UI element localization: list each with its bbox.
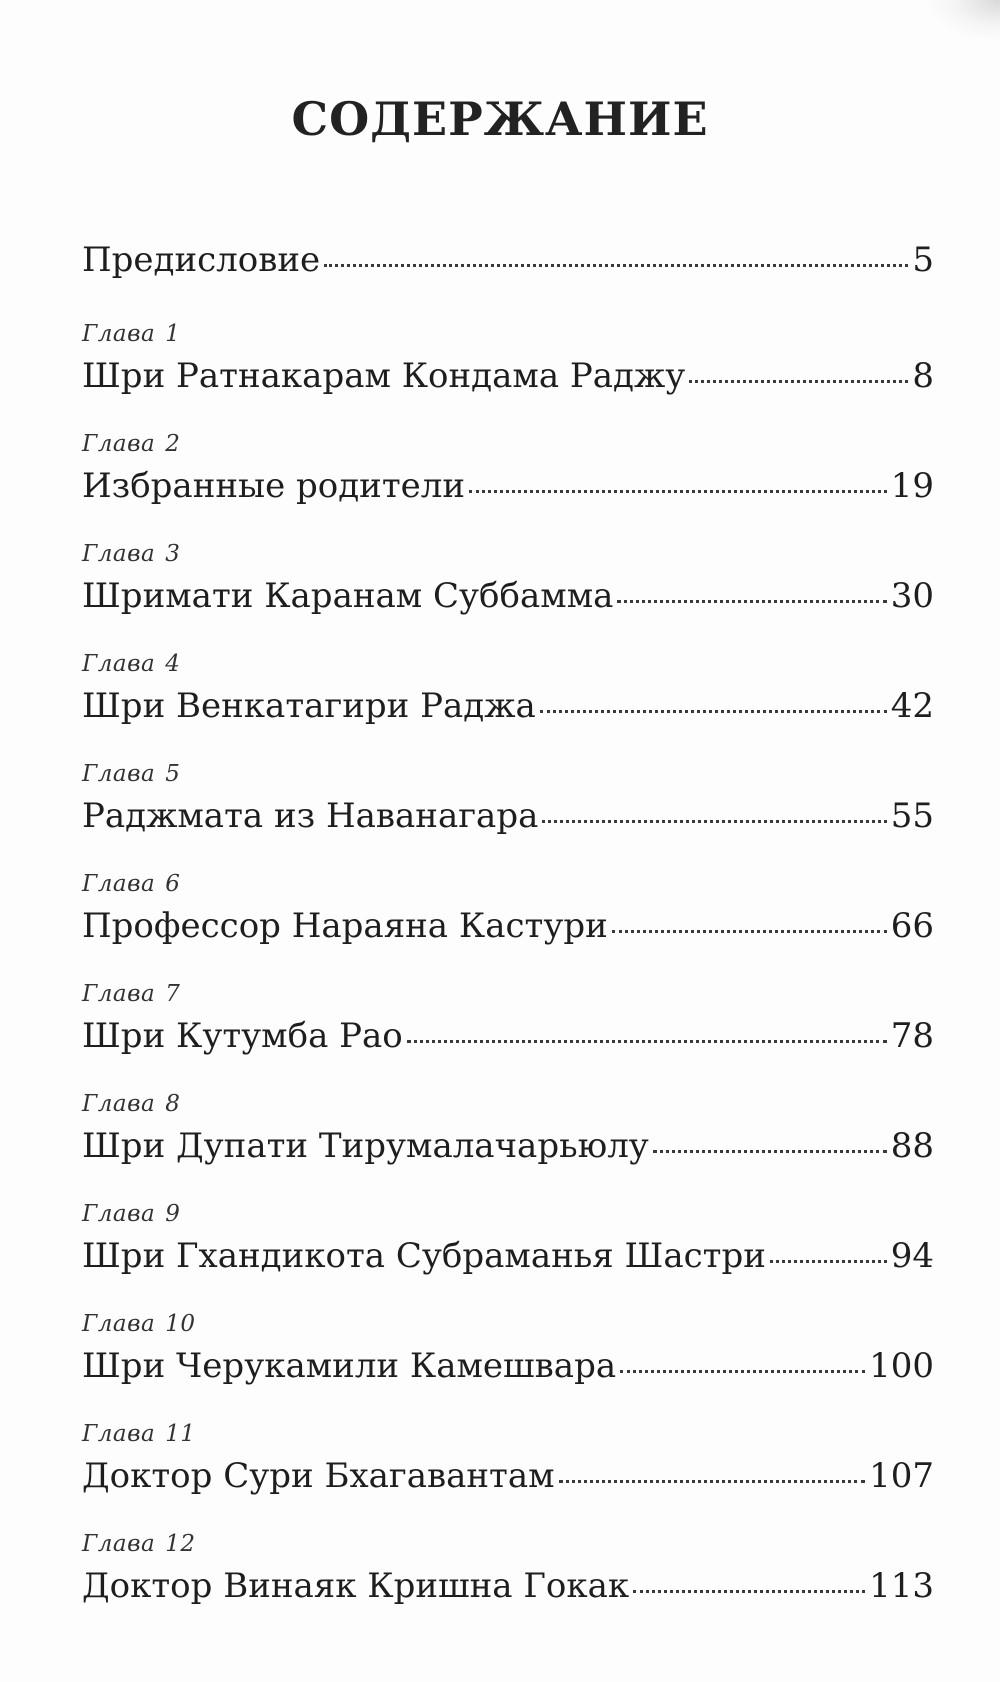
toc-entry-chapter-7 (82, 980, 934, 1058)
toc-entry-chapter-10 (82, 1310, 934, 1388)
table-of-contents (82, 238, 934, 1640)
toc-line (82, 1454, 934, 1498)
toc-page-number: 78 (890, 1016, 934, 1056)
toc-entry-title: Шри Дупати Тирумалачарьюлу (82, 1126, 649, 1166)
dot-leader (559, 1480, 866, 1483)
toc-entry-title: Шри Ратнакарам Кондама Раджу (82, 356, 686, 396)
dot-leader (689, 380, 908, 383)
chapter-label: Глава 2 (82, 431, 181, 457)
toc-entry-chapter-5 (82, 760, 934, 838)
toc-entry-title: Избранные родители (82, 466, 466, 506)
toc-entry-title: Доктор Сури Бхагавантам (82, 1456, 555, 1496)
toc-page-number: 5 (912, 240, 934, 280)
dot-leader (469, 490, 887, 493)
toc-entry-chapter-1 (82, 320, 934, 398)
toc-line (82, 794, 934, 838)
toc-page-number: 30 (890, 576, 934, 616)
dot-leader (633, 1590, 865, 1593)
chapter-number: 6 (165, 871, 181, 897)
toc-line (82, 684, 934, 728)
toc-entry-chapter-4 (82, 650, 934, 728)
dot-leader (653, 1150, 887, 1153)
toc-entry-chapter-11 (82, 1420, 934, 1498)
toc-line (82, 1124, 934, 1168)
toc-line (82, 574, 934, 618)
chapter-label: Глава 3 (82, 541, 181, 567)
chapter-number: 2 (165, 431, 181, 457)
chapter-number: 4 (165, 651, 181, 677)
toc-entry-chapter-9 (82, 1200, 934, 1278)
toc-entry-preface (82, 238, 934, 282)
chapter-label: Глава 5 (82, 761, 181, 787)
toc-page-number: 94 (890, 1236, 934, 1276)
toc-entry-chapter-2 (82, 430, 934, 508)
toc-page-number: 100 (869, 1346, 934, 1386)
toc-entry-title: Предисловие (82, 240, 321, 280)
toc-entry-title: Шри Венкатагири Раджа (82, 686, 536, 726)
toc-line (82, 238, 934, 282)
toc-page-number: 42 (890, 686, 934, 726)
chapter-label: Глава 1 (82, 321, 181, 347)
dot-leader (770, 1260, 887, 1263)
chapter-number: 5 (165, 761, 181, 787)
toc-page-number: 113 (869, 1566, 934, 1606)
chapter-label: Глава 6 (82, 871, 181, 897)
page-corner-shadow (930, 0, 1000, 40)
toc-entry-chapter-6 (82, 870, 934, 948)
chapter-label: Глава 10 (82, 1311, 196, 1337)
toc-page-number: 8 (912, 356, 934, 396)
chapter-number: 11 (165, 1421, 196, 1447)
chapter-label: Глава 4 (82, 651, 181, 677)
toc-page-number: 19 (890, 466, 934, 506)
toc-entry-title: Шри Черукамили Камешвара (82, 1346, 617, 1386)
dot-leader (612, 930, 887, 933)
toc-entry-title: Шри Гхандикота Субраманья Шастри (82, 1236, 766, 1276)
toc-line (82, 354, 934, 398)
toc-page-number: 55 (890, 796, 934, 836)
dot-leader (407, 1040, 887, 1043)
toc-line (82, 1344, 934, 1388)
toc-line (82, 1564, 934, 1608)
chapter-number: 7 (165, 981, 181, 1007)
chapter-label: Глава 9 (82, 1201, 181, 1227)
chapter-label: Глава 8 (82, 1091, 181, 1117)
toc-entry-title: Доктор Винаяк Кришна Гокак (82, 1566, 630, 1606)
chapter-number: 3 (165, 541, 181, 567)
toc-entry-chapter-8 (82, 1090, 934, 1168)
dot-leader (542, 820, 886, 823)
dot-leader (617, 600, 886, 603)
chapter-number: 10 (165, 1311, 196, 1337)
chapter-number: 8 (165, 1091, 181, 1117)
toc-entry-chapter-12 (82, 1530, 934, 1608)
dot-leader (324, 264, 908, 267)
toc-entry-title: Шримати Каранам Суббамма (82, 576, 614, 616)
toc-line (82, 1014, 934, 1058)
toc-page-number: 107 (869, 1456, 934, 1496)
dot-leader (620, 1370, 865, 1373)
page-title: СОДЕРЖАНИЕ (291, 92, 709, 146)
toc-line (82, 904, 934, 948)
chapter-label: Глава 12 (82, 1531, 196, 1557)
toc-page-number: 66 (890, 906, 934, 946)
chapter-label: Глава 7 (82, 981, 181, 1007)
toc-entry-title: Раджмата из Наванагара (82, 796, 539, 836)
toc-entry-title: Профессор Нараяна Кастури (82, 906, 608, 946)
toc-line (82, 1234, 934, 1278)
toc-entry-chapter-3 (82, 540, 934, 618)
toc-line (82, 464, 934, 508)
toc-page-number: 88 (890, 1126, 934, 1166)
chapter-number: 9 (165, 1201, 181, 1227)
chapter-number: 12 (165, 1531, 196, 1557)
toc-entry-title: Шри Кутумба Рао (82, 1016, 403, 1056)
chapter-number: 1 (165, 321, 181, 347)
chapter-label: Глава 11 (82, 1421, 196, 1447)
dot-leader (540, 710, 887, 713)
